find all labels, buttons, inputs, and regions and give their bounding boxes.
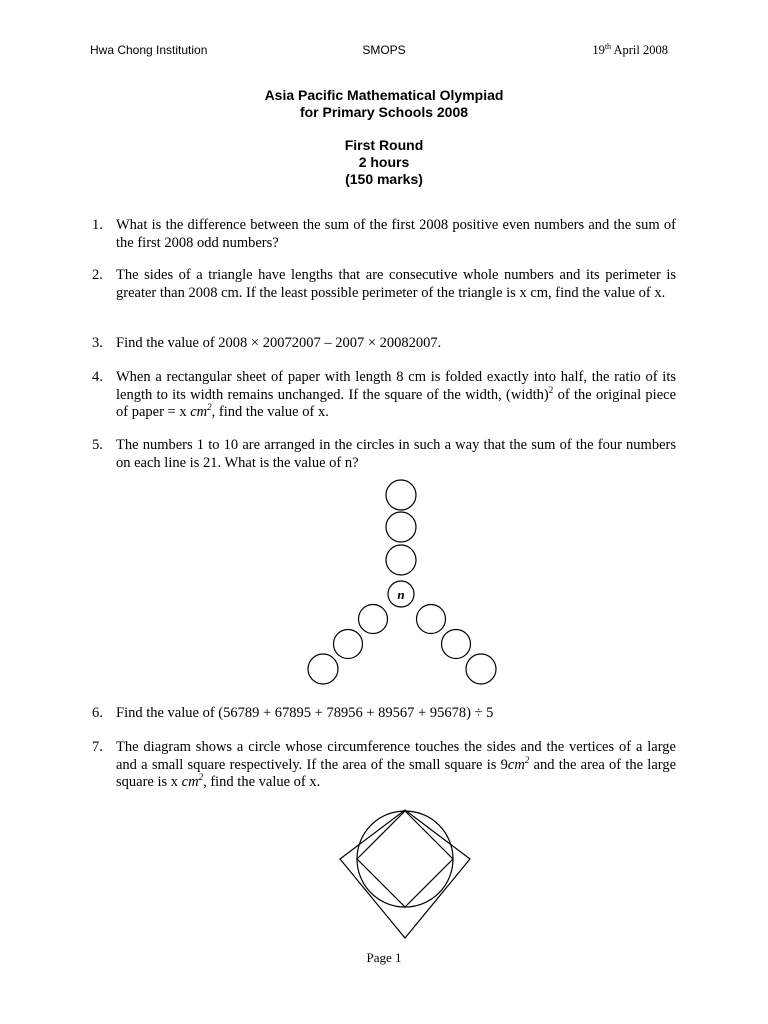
circle-left-3 [308,654,338,684]
round-marks: (150 marks) [345,171,423,187]
question-number: 4. [92,369,103,385]
circle-top-2 [386,512,416,542]
question-number: 6. [92,705,103,721]
question-text: Find the value of 2008 × 20072007 – 2007 × 20082007. [116,335,442,351]
question-number: 5. [92,437,103,453]
circle-label-n: n [397,587,405,602]
question-2 [92,267,676,302]
circle-top-1 [386,480,416,510]
question-1 [92,217,676,252]
question-text: Find the value of (56789 + 67895 + 78956 + 89567 + 95678) ÷ 5 [116,705,494,721]
round-duration: 2 hours [358,154,410,170]
question-text: What is the difference between the sum of the first 2008 positive even numbers and the sum of the first 2008 odd numbers? [116,217,676,251]
page-number: Page 1 [366,950,402,965]
header-competition: SMOPS [362,43,406,57]
round-info [0,137,768,188]
squares-circle-diagram [330,808,480,948]
circle-right-3 [466,654,496,684]
question-3 [92,335,676,353]
circle-left-1 [359,605,388,634]
circles-arrangement-diagram [290,474,510,694]
question-number: 1. [92,217,103,233]
question-7 [92,739,676,792]
paper-title [0,87,768,121]
circle-right-2 [442,630,471,659]
header-school: Hwa Chong Institution [90,43,208,57]
question-text: The diagram shows a circle whose circumference touches the sides and the vertices of a large and a small square respectively. If the area of the small square is $9cm^2$ and the area of the large square is x $cm^2$, find the value of x. [116,739,677,790]
header-date: 19th April 2008 [592,41,668,57]
question-number: 7. [92,739,103,755]
circle-left-2 [334,630,363,659]
question-number: 3. [92,335,103,351]
inscribed-circle [357,811,453,907]
question-text: When a rectangular sheet of paper with length 8 cm is folded exactly into half, the ratio of its length to its width remains unchanged. If the square of the width, (width)$^2$ of the original piece of paper = x $cm^2$, find the value of x. [116,369,676,420]
round-name: First Round [344,137,424,153]
circle-right-1 [417,605,446,634]
question-5 [92,437,676,472]
title-line-2: for Primary Schools 2008 [299,104,469,120]
question-text: The numbers 1 to 10 are arranged in the circles in such a way that the sum of the four numbers on each line is 21. What is the value of n? [116,437,676,471]
question-4 [92,369,676,422]
title-line-1: Asia Pacific Mathematical Olympiad [264,87,504,103]
question-6 [92,705,676,723]
question-text: The sides of a triangle have lengths that are consecutive whole numbers and its perimeter is greater than 2008 cm. If the least possible perimeter of the triangle is x cm, find the value of x. [116,267,676,301]
circle-top-3 [386,545,416,575]
question-number: 2. [92,267,103,283]
